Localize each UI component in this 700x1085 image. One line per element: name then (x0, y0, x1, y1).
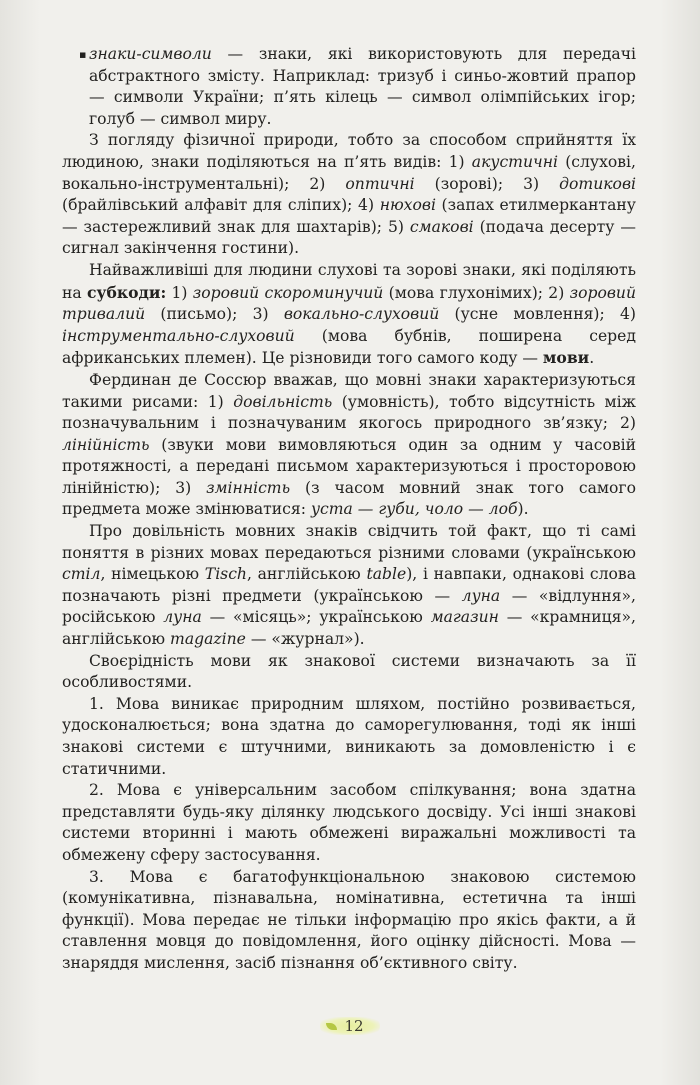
paragraph-physical-nature: З погляду фізичної природи, тобто за способом сприйняття їх людиною, знаки поділяються на п’ять видів: 1) акустичні (слухові, вокально-інструментальні); 2) оптичні (зорові); 3) дотикові (брайлівський алфавіт для сліпих); 4) нюхові (запах етилмеркантану — застережливий знак для шахтарів); 5) смакові (подача десерту — сигнал закінчення гостини). (62, 131, 637, 258)
paragraph-saussure: Фердинан де Соссюр вважав, що мовні знаки характеризуються такими рисами: 1) довільність (умовність), тобто відсутність між позначувальним і позначуваним якогось природного зв’язку; 2) лінійність (звуки мови вимовляються один за одним у часовій протяжності, а передані письмом характеризуються і просторовою лінійністю); 3) змінність (з часом мовний знак того самого предмета може змінюватися: уста — губи, чоло — лоб). (62, 370, 636, 519)
paragraph-arbitrariness: Про довільність мовних знаків свідчить той факт, що ті самі поняття в різних мовах передаються різними словами (українською стіл, німецькою Tisch, англійською table), і навпаки, однакові слова позначають різні предмети (українською — луна — «відлуння», російською луна — «місяць»; українською магазин — «крамниця», англійською magazine — «журнал»). (62, 522, 637, 649)
paragraph-feature-2: 2. Мова є універсальним засобом спілкування; вона здатна представляти будь-яку ділянку людського досвіду. Усі інші знакові системи вторинні і мають обмежені виражальні можливості та обмежену сферу застосування. (62, 781, 636, 864)
paragraph-symbols: ▪ знаки-символи — знаки, які використовують для передачі абстрактного змісту. Наприклад: тризуб і синьо-жовтий прапор — символи України; п’ять кілець — символ олімпійських ігор; голуб — символ миру. (79, 45, 636, 128)
bullet-icon: ▪ (79, 48, 87, 61)
leaf-icon (326, 1023, 337, 1030)
page-number: 12 (344, 1017, 364, 1035)
paragraph-features-intro: Своєрідність мови як знакової системи визначають за її особливостями. (62, 651, 636, 692)
paragraph-feature-1: 1. Мова виникає природним шляхом, постійно розвивається, удосконалюється; вона здатна до саморегулювання, тоді як інші знакові системи є штучними, виникають за домовленістю і є статичними. (62, 694, 636, 778)
term-symbols: знаки-символи (89, 45, 212, 63)
paragraph-subcodes: Найважливіші для людини слухові та зорові знаки, які поділяють на субкоди: 1) зоровий скороминучий (мова глухонімих); 2) зоровий тривалий (письмо); 3) вокально-слуховий (усне мовлення); 4) інструментально-слуховий (мова бубнів, поширена серед африканських племен). Це різновиди того самого коду — мови. (62, 260, 637, 368)
page-footer (0, 1016, 700, 1035)
page-number-badge (320, 1017, 379, 1035)
paragraph-feature-3: 3. Мова є багатофункціональною знаковою системою (комунікативна, пізнавальна, номінативна, естетична та інші функції). Мова передає не тільки інформацію про якісь факти, а й ставлення мовця до повідомлення, його оцінку дійсності. Мова — знаряддя мислення, засіб пізнання об’єктивного світу. (62, 867, 636, 972)
body-text (62, 44, 636, 975)
